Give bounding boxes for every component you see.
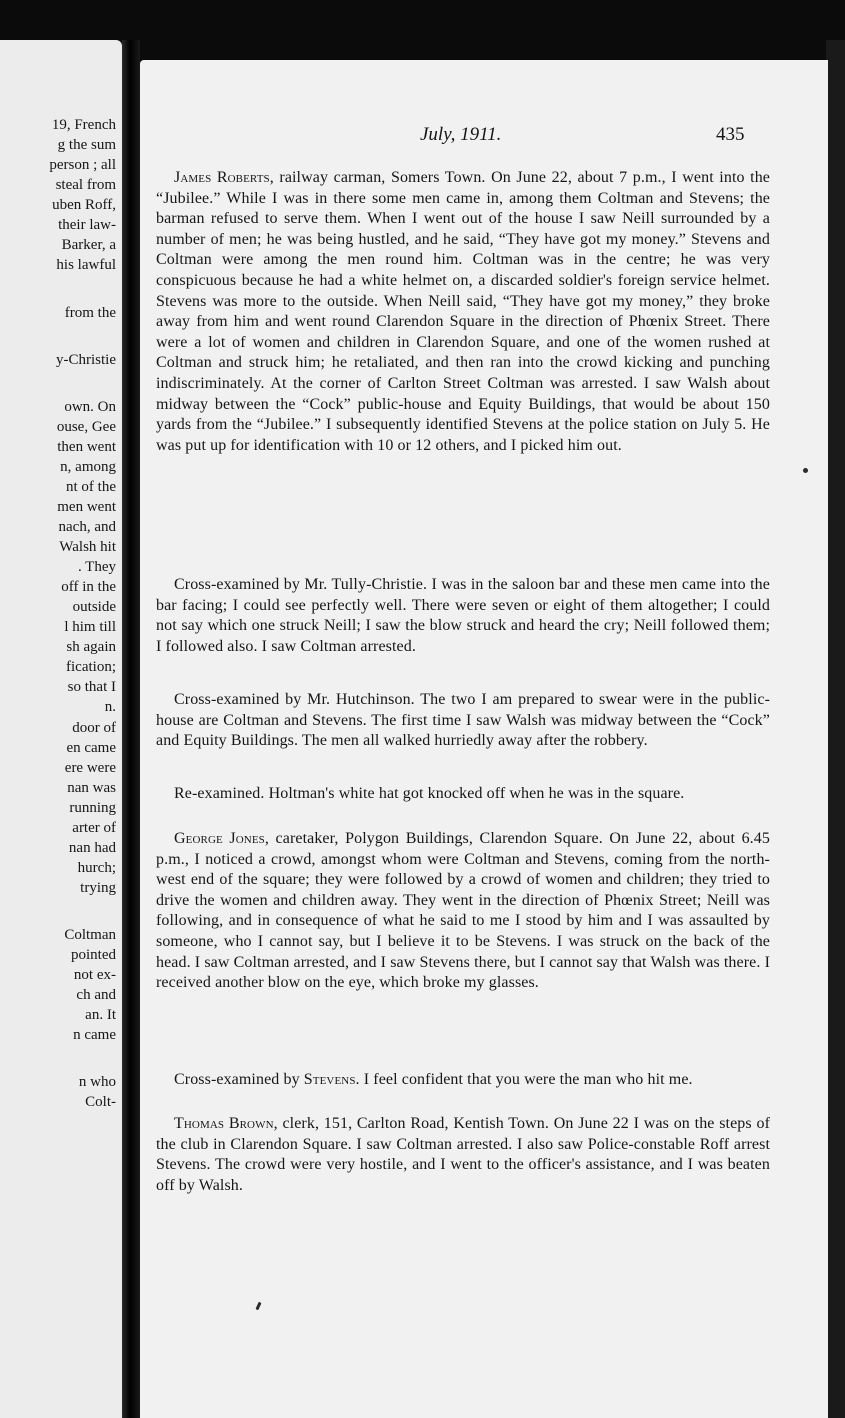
left-page-line: his lawful — [56, 257, 116, 273]
left-page-line: fication; — [66, 659, 116, 675]
left-page-line: ere were — [64, 760, 116, 776]
left-page-line: nan was — [67, 780, 116, 796]
left-page-line: Walsh hit — [59, 539, 116, 555]
left-page-line: n came — [73, 1027, 116, 1043]
left-page-line: ouse, Gee — [56, 419, 116, 435]
left-page-line: an. It — [85, 1007, 116, 1023]
left-page-line: g the sum — [57, 137, 116, 153]
left-page-line: nan had — [68, 840, 116, 856]
paragraph-cross-examined-tully-christie — [156, 575, 770, 657]
left-page-line: hurch; — [77, 860, 116, 876]
left-page-line: outside — [72, 599, 116, 615]
witness-name: George Jones — [174, 830, 265, 847]
left-page-line: so that I — [67, 679, 116, 695]
left-page-line: trying — [80, 880, 116, 896]
paragraph-text: , caretaker, Polygon Buildings, Clarendon Square. On June 22, about 6.45 p.m., I noticed a crowd, amongst whom were Coltman and Stevens, coming from the north-west end of the square; they were followed by a crowd of women and children; they tried to drive the women and children away. They went in the direction of Phœnix Street; Neill was following, and in consequence of what he said to me I stood by him and I was assaulted by someone, who I cannot say, but I believe it to be Stevens. I was struck on the back of the head. I saw Coltman arrested, and I saw Stevens there, but I cannot say that Walsh was there. I received another blow on the eye, which broke my glasses. — [156, 830, 770, 992]
left-page-line: ch and — [76, 987, 116, 1003]
left-page-line: nach, and — [58, 519, 116, 535]
left-page-line: person ; all — [49, 157, 116, 173]
paragraph-text: Cross-examined by Mr. Hutchinson. The two I am prepared to swear were in the public-house are Coltman and Stevens. The first time I saw Walsh was midway between the “Cock” and Equity Buildings. The men all walked hurriedly away after the robbery. — [156, 691, 770, 750]
left-page-line: 19, French — [51, 117, 116, 133]
left-page-line: uben Roff, — [52, 197, 116, 213]
witness-name: James Roberts — [174, 169, 270, 186]
paragraph-text-before: Cross-examined by — [174, 1071, 304, 1088]
left-page-line: their law- — [58, 217, 116, 233]
book-gutter — [122, 40, 140, 1418]
paragraph-text: Re-examined. Holtman's white hat got knocked off when he was in the square. — [174, 785, 685, 802]
left-page-line: Barker, a — [61, 237, 116, 253]
paragraph-text: . I feel confident that you were the man who hit me. — [355, 1071, 693, 1088]
left-page-line: sh again — [66, 639, 116, 655]
paragraph-cross-examined-stevens — [156, 1070, 770, 1091]
left-page-line: Coltman — [64, 927, 116, 943]
left-page-line: arter of — [72, 820, 116, 836]
left-page-line: off in the — [61, 579, 116, 595]
left-page-line: n. — [104, 699, 116, 715]
left-page-line: running — [69, 800, 116, 816]
paragraph-text: , railway carman, Somers Town. On June 22, about 7 p.m., I went into the “Jubilee.” While I was in there some men came in, among them Coltman and Stevens; the barman refused to serve them. When I went out of the house I saw Neill surrounded by a number of men; he was being hustled, and he said, “They have got my money.” Stevens and Coltman were among the men round him. Coltman was in the centre; he was very conspicuous because he had a white helmet on, a discarded soldier's foreign service helmet. Stevens was more to the outside. When Neill said, “They have got my money,” they broke away from him and went round Clarendon Square in the direction of Phœnix Street. There were a lot of women and children in Clarendon Square, and one of the women rushed at Coltman and struck him; he retaliated, and then ran into the crowd kicking and punching indiscriminately. At the corner of Carlton Street Coltman was arrested. I saw Walsh about midway between the “Cock” public-house and Equity Buildings, that would be about 150 yards from the “Jubilee.” I subsequently identified Stevens at the police station on July 5. He was put up for identification with 10 or 12 others, and I picked him out. — [156, 169, 770, 454]
left-page-line: Colt- — [85, 1094, 116, 1110]
left-page-line: from the — [64, 305, 116, 321]
witness-name: Thomas Brown — [174, 1115, 274, 1132]
page-edge-shadow — [826, 40, 845, 1418]
ink-mark — [803, 468, 808, 473]
paragraph-text: Cross-examined by Mr. Tully-Christie. I was in the saloon bar and these men came into the bar facing; I could see perfectly well. There were seven or eight of them altogether; I could not say which one struck Neill; I saw the blow struck and heard the cry; Neill followed them; I followed also. I saw Coltman arrested. — [156, 576, 770, 655]
left-page-line: pointed — [71, 947, 116, 963]
paragraph-thomas-brown — [156, 1114, 770, 1196]
left-page-line: steal from — [55, 177, 116, 193]
left-page-line: y-Christie — [56, 352, 116, 368]
left-page-line: n, among — [60, 459, 116, 475]
paragraph-george-jones — [156, 829, 770, 994]
left-page-line: own. On — [64, 399, 116, 415]
left-page-line: not ex- — [73, 967, 116, 983]
ink-mark — [255, 1302, 261, 1311]
paragraph-james-roberts — [156, 168, 770, 456]
running-title: July, 1911. — [420, 124, 502, 145]
left-page-line: men went — [57, 499, 116, 515]
left-page-line: nt of the — [66, 479, 116, 495]
left-page-line: l him till — [64, 619, 116, 635]
examiner-name: Stevens — [303, 1071, 356, 1088]
left-page — [0, 40, 122, 1418]
left-page-line: door of — [72, 720, 116, 736]
left-page-line: en came — [66, 740, 116, 756]
paragraph-text: , clerk, 151, Carlton Road, Kentish Town. On June 22 I was on the steps of the club in Clarendon Square. I saw Coltman arrested. I also saw Police-constable Roff arrest Stevens. The crowd were very hostile, and I went to the officer's assistance, and I was beaten off by Walsh. — [156, 1115, 770, 1194]
page-number: 435 — [716, 124, 745, 145]
left-page-line: . They — [77, 559, 116, 575]
left-page-line: then went — [57, 439, 116, 455]
paragraph-cross-examined-hutchinson — [156, 690, 770, 752]
paragraph-re-examined — [156, 784, 770, 805]
left-page-line: n who — [78, 1074, 116, 1090]
right-page — [140, 60, 828, 1418]
